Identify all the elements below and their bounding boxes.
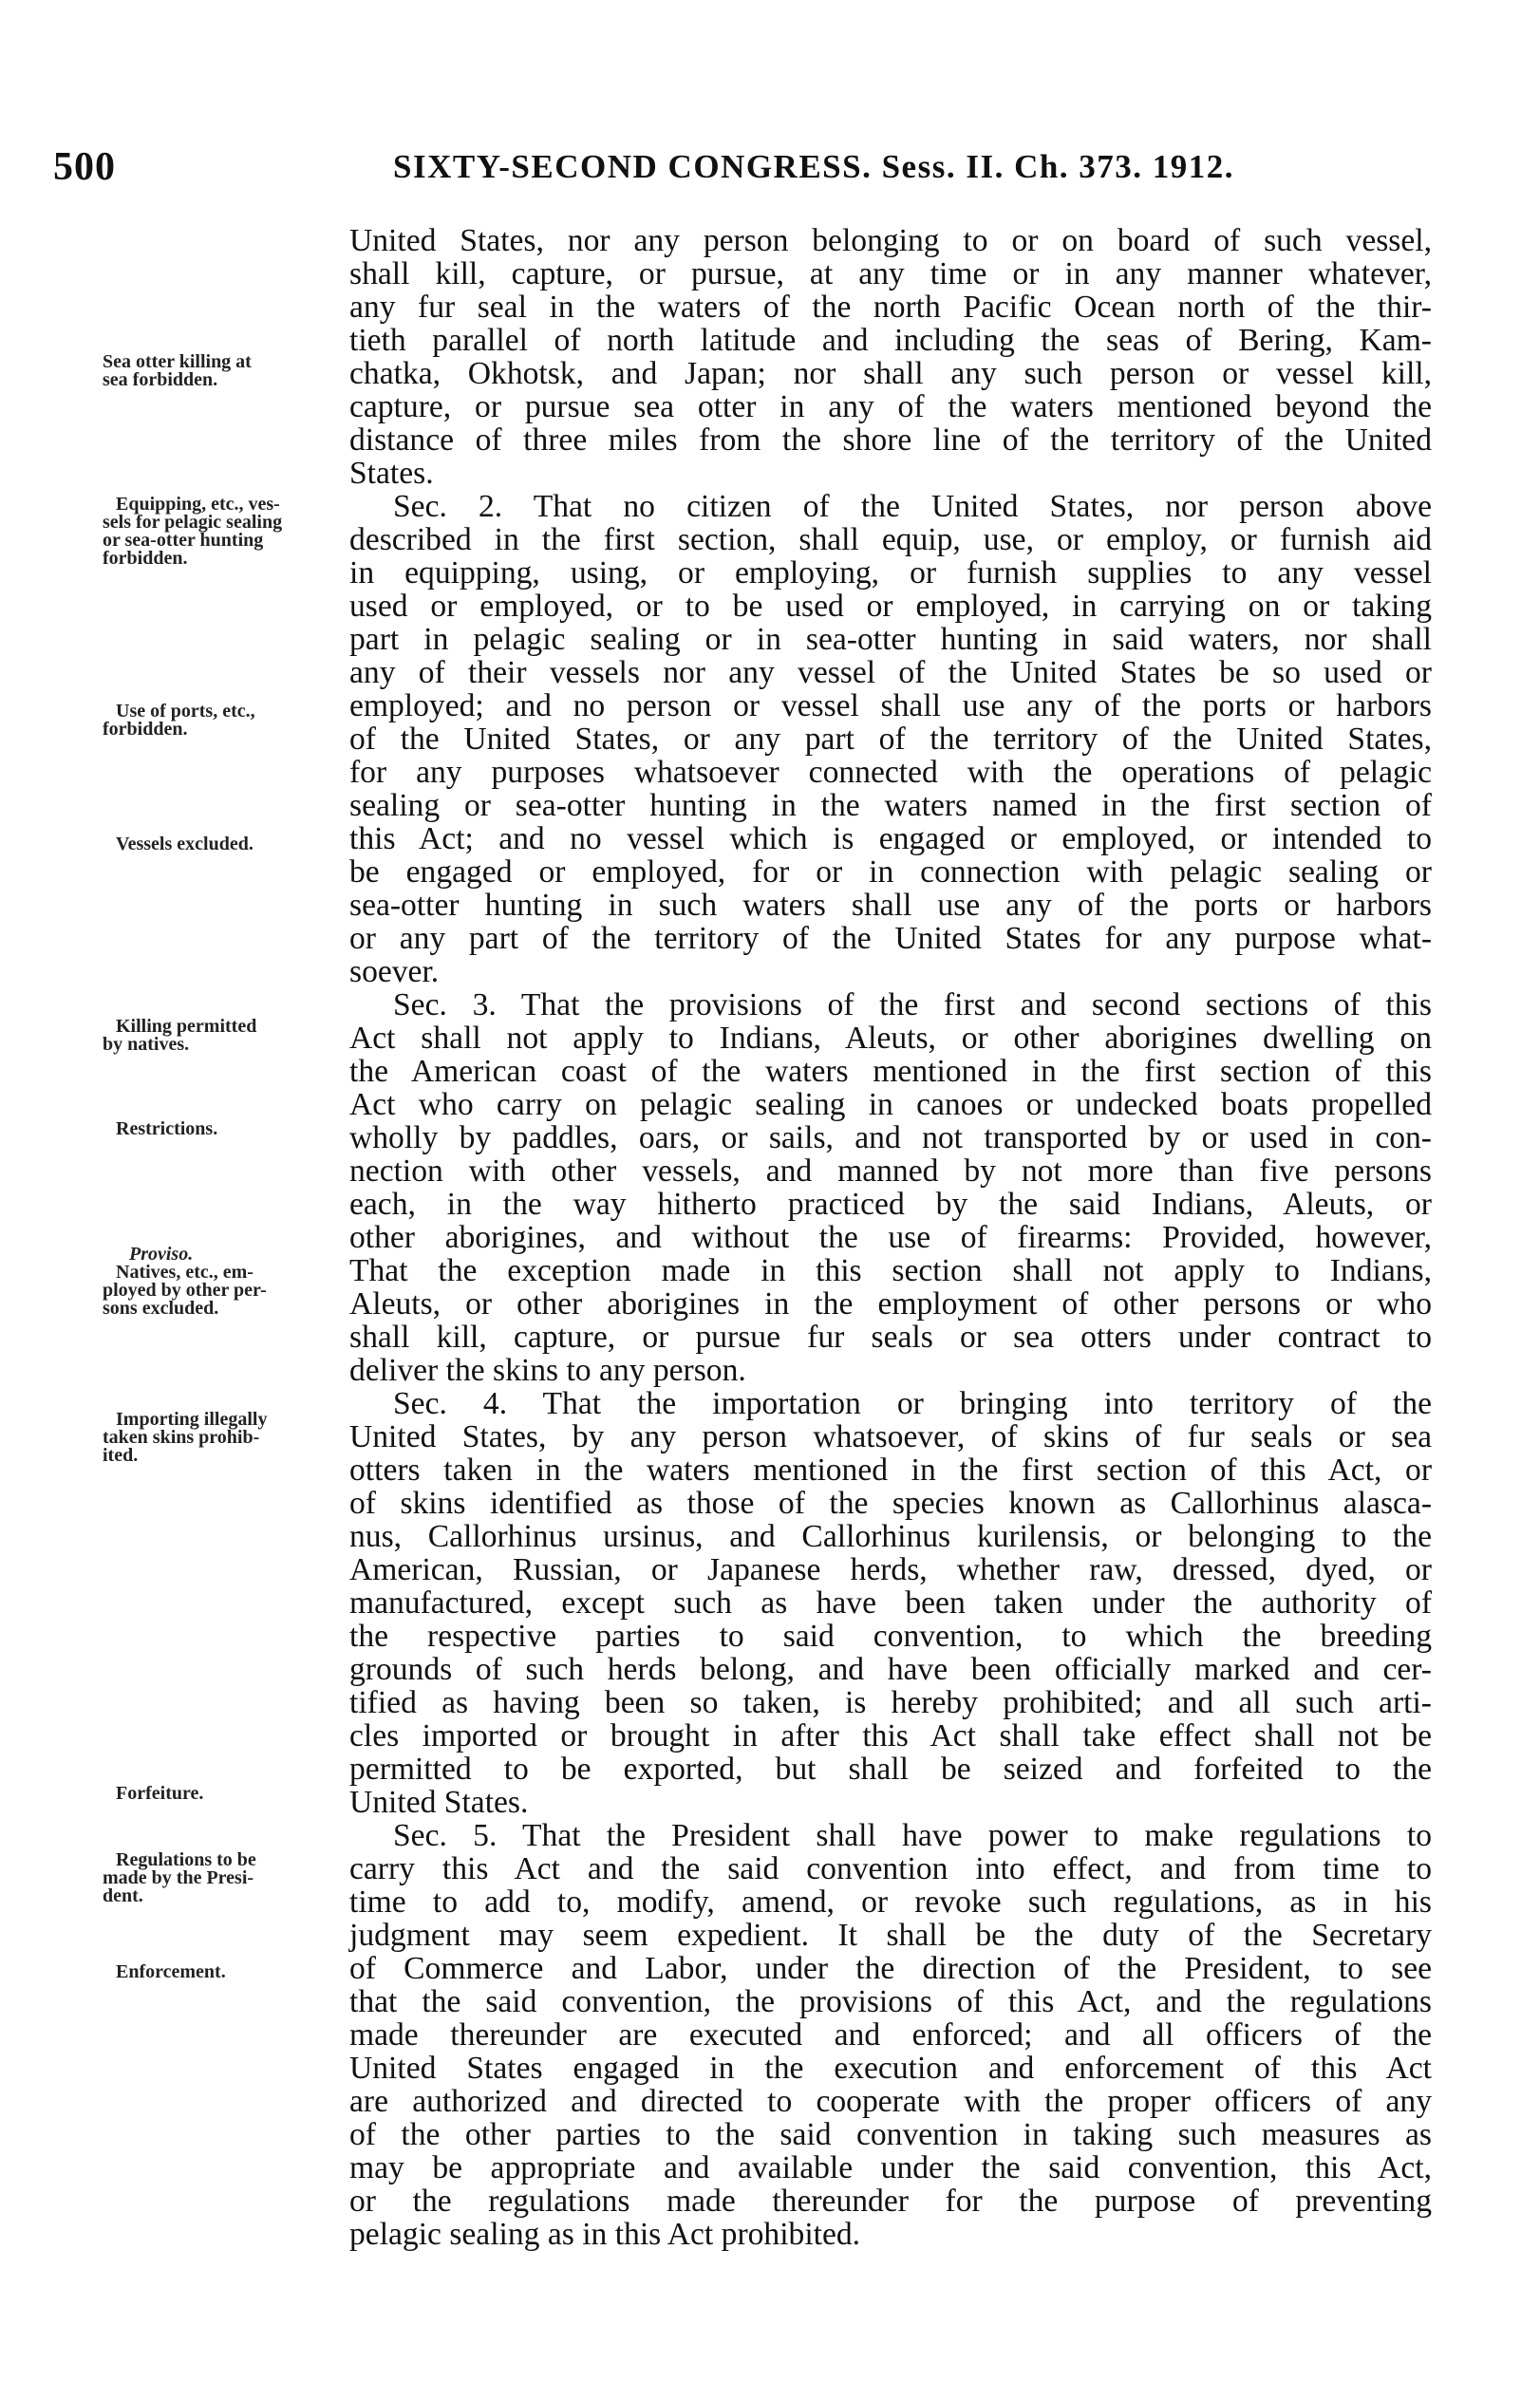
text-line: or any part of the territory of the United States for any purpose what- xyxy=(349,921,1432,956)
text-line: nus, Callorhinus ursinus, and Callorhinus kurilensis, or belonging to the xyxy=(349,1519,1432,1554)
statute-text xyxy=(349,224,1432,2251)
text-line: chatka, Okhotsk, and Japan; nor shall any such person or vessel kill, xyxy=(349,356,1432,391)
text-line: soever. xyxy=(349,954,440,989)
text-line: part in pelagic sealing or in sea-otter hunting in said waters, nor shall xyxy=(349,622,1432,657)
text-line: the American coast of the waters mentioned in the first section of this xyxy=(349,1054,1432,1089)
margin-note-use-of-ports: Use of ports, etc., forbidden. xyxy=(103,701,255,740)
text-line: capture, or pursue sea otter in any of the waters mentioned beyond the xyxy=(349,389,1432,424)
text-line: sea-otter hunting in such waters shall use any of the ports or harbors xyxy=(349,888,1432,923)
text-line: may be appropriate and available under the said convention, this Act, xyxy=(349,2150,1432,2185)
text-line: described in the first section, shall equip, use, or employ, or furnish aid xyxy=(349,522,1432,557)
text-line: of skins identified as those of the species known as Callorhinus alasca- xyxy=(349,1486,1432,1521)
text-line: used or employed, or to be used or employed, in carrying on or taking xyxy=(349,589,1432,624)
text-line: States. xyxy=(349,456,434,491)
text-line: other aborigines, and without the use of firearms: Provided, however, xyxy=(349,1220,1432,1255)
section-4-start: Sec. 4. That the importation or bringing into territory of the xyxy=(393,1386,1432,1421)
text-line: made thereunder are executed and enforced; and all officers of the xyxy=(349,2017,1432,2053)
text-line: Act shall not apply to Indians, Aleuts, or other aborigines dwelling on xyxy=(349,1021,1432,1056)
text-line: That the exception made in this section shall not apply to Indians, xyxy=(349,1253,1432,1288)
margin-note-killing-permitted: Killing permitted by natives. xyxy=(103,1016,257,1055)
page-header xyxy=(53,144,1430,192)
text-line: American, Russian, or Japanese herds, whether raw, dressed, dyed, or xyxy=(349,1552,1432,1587)
text-line: manufactured, except such as have been taken under the authority of xyxy=(349,1585,1432,1621)
text-line: tified as having been so taken, is hereby prohibited; and all such arti- xyxy=(349,1685,1432,1720)
text-line: deliver the skins to any person. xyxy=(349,1353,746,1388)
margin-note-proviso: Proviso. Natives, etc., em- ployed by other per- sons excluded. xyxy=(103,1244,267,1319)
text-line: are authorized and directed to cooperate with the proper officers of any xyxy=(349,2084,1432,2119)
text-line: grounds of such herds belong, and have been officially marked and cer- xyxy=(349,1652,1432,1687)
text-line: Act who carry on pelagic sealing in canoes or undecked boats propelled xyxy=(349,1087,1432,1122)
text-line: otters taken in the waters mentioned in the first section of this Act, or xyxy=(349,1453,1432,1488)
text-line: shall kill, capture, or pursue, at any time or in any manner whatever, xyxy=(349,256,1432,291)
text-line: pelagic sealing as in this Act prohibited. xyxy=(349,2217,861,2252)
margin-note-importing: Importing illegally taken skins prohib- ited. xyxy=(103,1409,268,1466)
text-line: distance of three miles from the shore line of the territory of the United xyxy=(349,422,1432,458)
text-line: in equipping, using, or employing, or furnish supplies to any vessel xyxy=(349,555,1432,591)
margin-note-regulations: Regulations to be made by the Presi- dent. xyxy=(103,1849,256,1906)
text-line: tieth parallel of north latitude and including the seas of Bering, Kam- xyxy=(349,323,1432,358)
text-line: this Act; and no vessel which is engaged or employed, or intended to xyxy=(349,821,1432,856)
text-line: each, in the way hitherto practiced by the said Indians, Aleuts, or xyxy=(349,1187,1432,1222)
text-line: Aleuts, or other aborigines in the employment of other persons or who xyxy=(349,1286,1432,1322)
page-number: 500 xyxy=(53,145,116,189)
text-line: United States engaged in the execution and enforcement of this Act xyxy=(349,2051,1432,2086)
section-5-start: Sec. 5. That the President shall have power to make regulations to xyxy=(393,1818,1432,1853)
margin-note-forfeiture: Forfeiture. xyxy=(116,1783,204,1804)
text-line: the respective parties to said convention, to which the breeding xyxy=(349,1619,1432,1654)
text-line: of the other parties to the said convention in taking such measures as xyxy=(349,2117,1432,2152)
section-3-start: Sec. 3. That the provisions of the first and second sections of this xyxy=(393,987,1432,1022)
text-line: cles imported or brought in after this Act shall take effect shall not be xyxy=(349,1718,1432,1753)
text-line: permitted to be exported, but shall be seized and forfeited to the xyxy=(349,1752,1432,1787)
margin-note-vessels-excluded: Vessels excluded. xyxy=(116,834,254,854)
text-line: employed; and no person or vessel shall use any of the ports or harbors xyxy=(349,688,1432,723)
text-line: that the said convention, the provisions of this Act, and the regulations xyxy=(349,1984,1432,2019)
margin-note-sea-otter: Sea otter killing at sea forbidden. xyxy=(103,351,252,390)
text-line: for any purposes whatsoever connected with the operations of pelagic xyxy=(349,755,1432,790)
text-line: any fur seal in the waters of the north Pacific Ocean north of the thir- xyxy=(349,290,1432,325)
text-line: United States. xyxy=(349,1785,529,1820)
margin-note-equipping: Equipping, etc., ves- sels for pelagic sealing or sea-otter hunting forbidden. xyxy=(103,494,283,569)
text-line: wholly by paddles, oars, or sails, and not transported by or used in con- xyxy=(349,1120,1432,1155)
text-line: United States, by any person whatsoever, of skins of fur seals or sea xyxy=(349,1419,1432,1454)
text-line: shall kill, capture, or pursue fur seals or sea otters under contract to xyxy=(349,1320,1432,1355)
text-line: or the regulations made thereunder for the purpose of preventing xyxy=(349,2184,1432,2219)
margin-note-enforcement: Enforcement. xyxy=(116,1961,226,1982)
text-line: judgment may seem expedient. It shall be the duty of the Secretary xyxy=(349,1918,1432,1953)
margin-note-restrictions: Restrictions. xyxy=(116,1118,218,1139)
text-line: any of their vessels nor any vessel of the United States be so used or xyxy=(349,655,1432,690)
text-line: time to add to, modify, amend, or revoke such regulations, as in his xyxy=(349,1884,1432,1920)
text-line: sealing or sea-otter hunting in the waters named in the first section of xyxy=(349,788,1432,823)
text-line: of Commerce and Labor, under the direction of the President, to see xyxy=(349,1951,1432,1986)
text-line: be engaged or employed, for or in connection with pelagic sealing or xyxy=(349,854,1432,890)
section-2-start: Sec. 2. That no citizen of the United States, nor person above xyxy=(393,489,1432,524)
running-head: SIXTY-SECOND CONGRESS. Sess. II. Ch. 373. 1912. xyxy=(393,148,1235,185)
text-line: carry this Act and the said convention into effect, and from time to xyxy=(349,1851,1432,1886)
text-line: of the United States, or any part of the territory of the United States, xyxy=(349,722,1432,757)
text-line: United States, nor any person belonging to or on board of such vessel, xyxy=(349,223,1432,258)
text-line: nection with other vessels, and manned by not more than five persons xyxy=(349,1153,1432,1189)
